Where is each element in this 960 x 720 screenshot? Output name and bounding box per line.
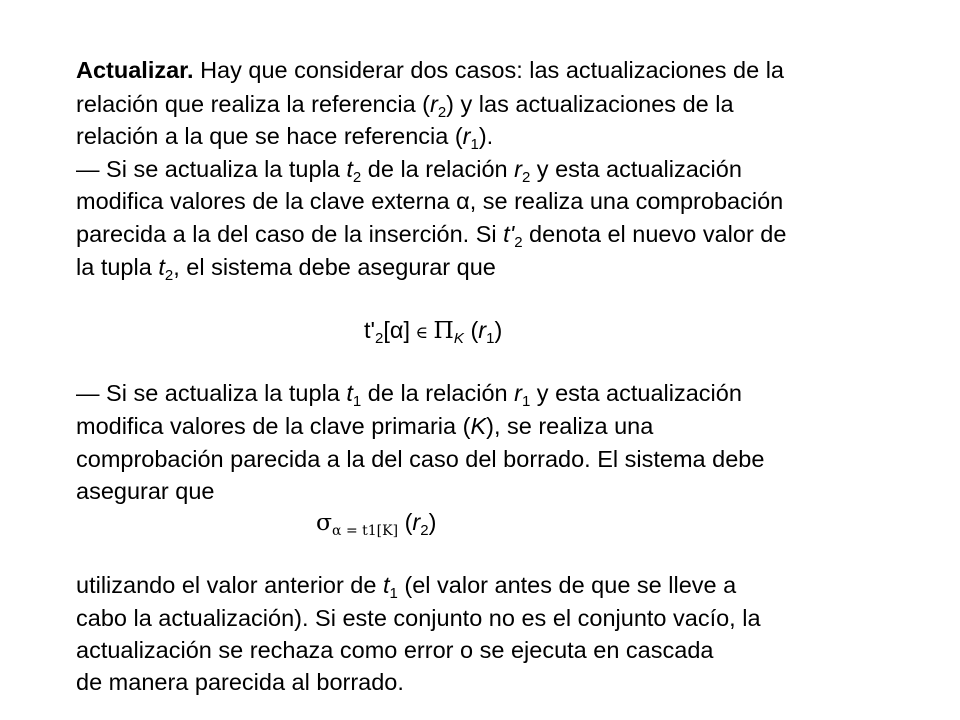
text-span: — Si se actualiza la tupla: [76, 156, 347, 182]
text-span: modifica valores de la clave externa α, se realiza una comprobación: [76, 188, 784, 214]
text-span: t': [503, 221, 515, 247]
text-line: [76, 443, 764, 475]
formula-part: ): [494, 317, 503, 343]
text-line: [76, 185, 783, 217]
formula-part: ): [428, 509, 437, 535]
text-line: [76, 410, 653, 442]
text-line: [76, 153, 742, 185]
formula-part: t': [364, 317, 376, 343]
formula-part: r: [412, 509, 421, 535]
text-span: de manera parecida al borrado.: [76, 669, 404, 695]
section-lead: Actualizar.: [76, 57, 194, 83]
subscript: 1: [352, 393, 362, 410]
pi-symbol: Π: [433, 316, 454, 344]
text-line: [76, 251, 496, 283]
text-span: modifica valores de la clave primaria (: [76, 413, 471, 439]
text-span: ).: [478, 123, 494, 149]
text-span: denota el nuevo valor de: [522, 221, 787, 247]
subscript: 2: [514, 234, 523, 251]
text-span: relación a la que se hace referencia (: [76, 123, 463, 149]
subscript: 1: [470, 136, 479, 153]
text-span: t: [346, 380, 353, 406]
text-span: asegurar que: [76, 478, 215, 504]
text-span: t: [382, 572, 390, 598]
formula-part: (: [398, 509, 413, 535]
subscript: K: [453, 330, 464, 347]
text-span: r: [514, 156, 522, 182]
text-span: r: [430, 91, 438, 117]
text-line: [76, 602, 761, 634]
text-span: Hay que considerar dos casos: las actualizaciones de la: [200, 57, 784, 83]
text-span: la tupla: [76, 254, 159, 280]
text-span: ) y las actualizaciones de la: [446, 91, 734, 117]
element-of-symbol: ∈: [410, 323, 434, 343]
formula-selection: [316, 506, 436, 538]
alpha-condition: α = t1[K]: [332, 523, 399, 539]
text-span: y esta actualización: [530, 156, 742, 182]
text-span: t: [346, 156, 353, 182]
subscript: 2: [521, 169, 531, 186]
text-line: [76, 569, 736, 601]
text-line: [76, 634, 713, 666]
selection-condition: [332, 522, 398, 538]
subscript: 2: [420, 522, 429, 539]
text-line: [76, 218, 786, 250]
text-line: [76, 120, 493, 152]
text-span: de la relación: [361, 380, 515, 406]
text-span: r: [514, 380, 522, 406]
text-span: ), se realiza una: [486, 413, 654, 439]
text-span: parecida a la del caso de la inserción. Si: [76, 221, 504, 247]
subscript: 2: [437, 104, 447, 121]
text-span: K: [470, 413, 487, 439]
text-line: [76, 475, 215, 507]
subscript: 2: [164, 267, 174, 284]
text-span: actualización se rechaza como error o se ejecuta en cascada: [76, 637, 714, 663]
text-span: relación que realiza la referencia (: [76, 91, 430, 117]
text-span: t: [158, 254, 165, 280]
sigma-symbol: σ: [316, 508, 333, 536]
text-line: [76, 54, 784, 86]
subscript: 1: [521, 393, 531, 410]
text-span: y esta actualización: [530, 380, 742, 406]
formula-part: [α]: [383, 317, 411, 343]
text-line: [76, 666, 404, 698]
text-line: [76, 377, 742, 409]
subscript: 1: [389, 585, 398, 602]
text-span: — Si se actualiza la tupla: [76, 380, 347, 406]
text-span: (el valor antes de que se lleve a: [397, 572, 737, 598]
text-span: de la relación: [361, 156, 515, 182]
formula-part: (: [463, 317, 479, 343]
text-line: [76, 88, 734, 120]
subscript: 2: [375, 330, 384, 347]
text-span: cabo la actualización). Si este conjunto no es el conjunto vacío, la: [76, 605, 761, 631]
formula-part: r: [478, 317, 487, 343]
subscript: 2: [352, 169, 362, 186]
formula-projection: [364, 314, 502, 349]
text-span: r: [462, 123, 471, 149]
text-span: , el sistema debe asegurar que: [173, 254, 496, 280]
subscript: 1: [486, 330, 495, 347]
text-span: utilizando el valor anterior de: [76, 572, 383, 598]
text-span: comprobación parecida a la del caso del borrado. El sistema debe: [76, 446, 765, 472]
